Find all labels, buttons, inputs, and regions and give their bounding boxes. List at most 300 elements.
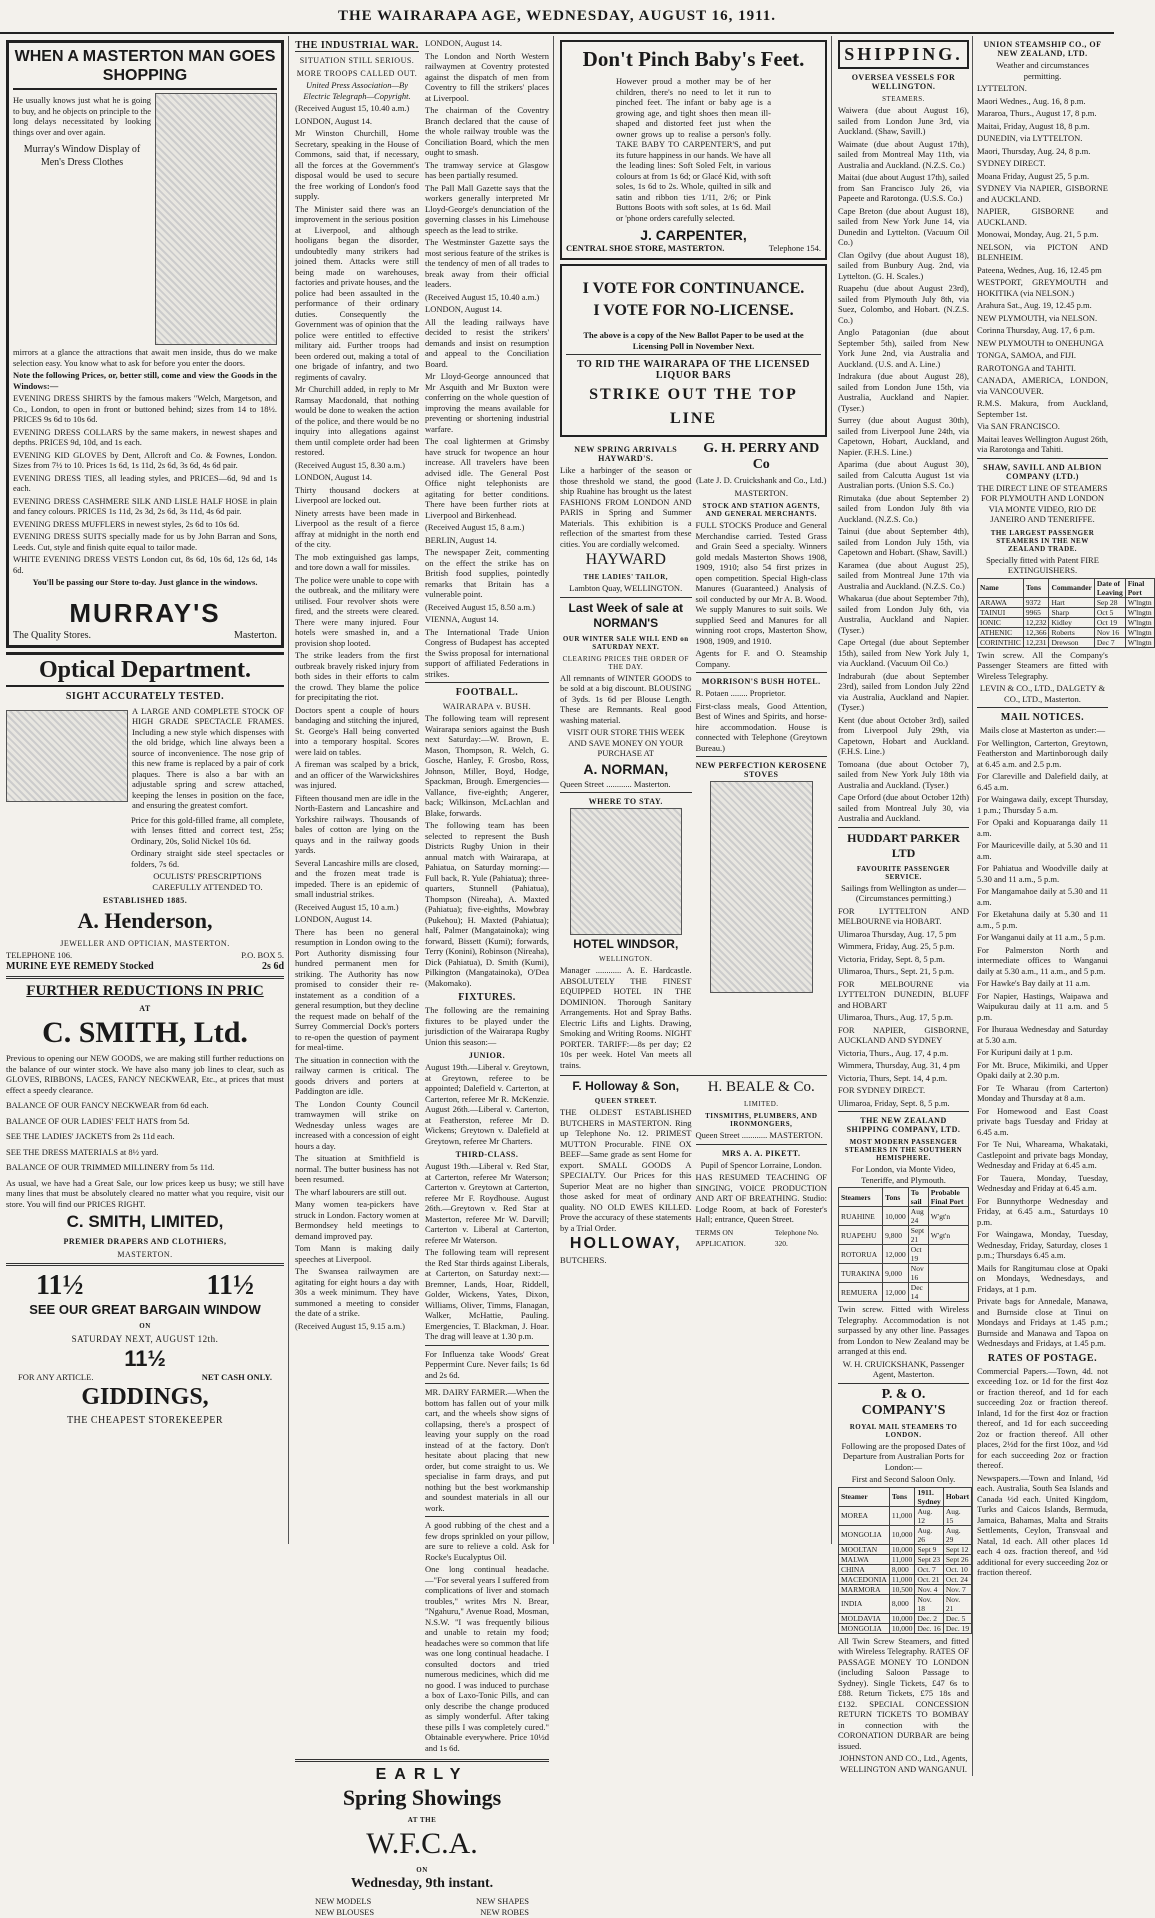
po-class: First and Second Saloon Only. xyxy=(851,1474,956,1484)
murrays-store-name: MURRAY'S xyxy=(69,597,221,628)
paragraph: Kent (due about October 3rd), sailed from Liverpool July 29th, via Capetown, Hobart and Auckland. (F.H.S. Line.) xyxy=(838,714,969,756)
table-cell: Aug. 26 xyxy=(915,1525,943,1544)
murrays-tag: The Quality Stores. xyxy=(13,629,92,641)
table-cell: ROTORUA xyxy=(839,1245,883,1264)
kerosene-head: NEW PERFECTION KEROSENE STOVES xyxy=(695,761,827,779)
shaw-table xyxy=(977,578,1155,648)
table-cell: 10,000 xyxy=(889,1623,915,1633)
column-2 xyxy=(291,36,554,1917)
smith-name: C. SMITH, Ltd. xyxy=(42,1016,248,1049)
shipping-title: SHIPPING. xyxy=(844,44,963,64)
table-cell: W'lngtn xyxy=(1125,617,1154,627)
table-header-cell: Final Port xyxy=(1125,578,1154,597)
paragraph: For Clareville and Dalefield daily, at 6.45 a.m. xyxy=(977,771,1108,792)
paragraph: The mob extinguished gas lamps, and tore down a wall for missiles. xyxy=(295,551,419,572)
holloway-trade: BUTCHERS. xyxy=(560,1255,607,1265)
norman-clearing: CLEARING PRICES THE ORDER OF THE DAY. xyxy=(562,654,689,671)
po-body: All Twin Screw Steamers, and fitted with Wireless Telegraphy. RATES OF PASSAGE MONEY TO LONDON (including Saloon Passage to Sydney). Single Tickets, £47 6s to £88. Return Tickets, £75 18s and £132. SPECIAL CONCESSION RETURN TICKETS TO BOMBAY in connection with the CORONATION DURBAR are being issued. xyxy=(838,1635,969,1751)
nzship-route: For London, via Monte Video, Teneriffe, and Plymouth. xyxy=(851,1164,956,1185)
table-cell: CHINA xyxy=(839,1564,890,1574)
norman-name: A. NORMAN, xyxy=(583,760,669,777)
table-cell xyxy=(928,1245,968,1264)
perry-body: FULL STOCKS Produce and General Merchandise carried. Tested Grass and Grain Seed a specialty. Winners gold medals Masterton Shows 1908, 1909, 1910; also 54 first prizes in open competition. Special High-class Manures (Guaranteed.) Analysis of soil conducted by our Mr A. B. Wood. We supply Manures to suit soils. We supplied Seed and Manures for all winning root crops, Masterton Show, 1908, 1909, and 1910. xyxy=(695,520,827,646)
holloway-name: F. Holloway & Son, xyxy=(572,1079,680,1093)
paragraph: The situation in connection with the railway carmen is critical. The goods drivers and porters at Paddington are idle. xyxy=(295,1054,419,1096)
shaw-title: SHAW, SAVILL AND ALBION COMPANY (LTD.) xyxy=(983,462,1102,481)
table-cell: Oct 19 xyxy=(1094,617,1125,627)
paragraph: For Wellington, Carterton, Greytown, Featherston and Martinborough daily at 6.45 a.m. and 2.5 p.m. xyxy=(977,737,1108,769)
paragraph: For Mt. Bruce, Mikimiki, and Upper Opaki daily at 2.30 p.m. xyxy=(977,1059,1108,1080)
table-cell: Oct. 7 xyxy=(915,1564,943,1574)
table-cell: TURAKINA xyxy=(839,1264,883,1283)
henderson-trade: JEWELLER AND OPTICIAN, MASTERTON. xyxy=(60,939,230,948)
paragraph: The wharf labourers are still out. xyxy=(295,1186,407,1197)
table-cell: Drewson xyxy=(1049,637,1094,647)
paragraph: CANADA, AMERICA, LONDON, via VANCOUVER. xyxy=(977,375,1108,396)
norman-sub: OUR WINTER SALE WILL END on SATURDAY NEXT. xyxy=(562,634,689,651)
paragraph: Moana Friday, August 25, 5 p.m. xyxy=(977,170,1090,181)
table-cell: 10,000 xyxy=(889,1613,915,1623)
giddings-price-right: 11½ xyxy=(206,1270,254,1301)
hotel-illustration xyxy=(570,808,682,935)
murrays-intro: He usually knows just what he is going to buy, and he objects on principle to the long delays necessitated by looking things over and over again. xyxy=(13,95,152,137)
paragraph: Ruapehu (due about August 23rd), sailed from Plymouth July 8th, via Suez, Colombo, and Hobart. (N.Z.S. Co.) xyxy=(838,283,969,325)
henderson-tel: TELEPHONE 106. xyxy=(6,950,73,960)
table-row xyxy=(839,1584,972,1594)
giddings-tag: THE CHEAPEST STOREKEEPER xyxy=(66,1415,224,1426)
optical-ordinary: Ordinary straight side steel spectacles or folders, 7s 6d. xyxy=(131,848,284,869)
paragraph: (Received August 15, 8.50 a.m.) xyxy=(425,601,536,612)
paragraph: Cape Orford (due about October 12th) sailed from Montreal July 30, via Australia and Auckland. xyxy=(838,792,969,823)
paragraph: LONDON, August 14. xyxy=(295,472,372,482)
list-item: EVENING DRESS SHIRTS by the famous makers "Welch, Margetson, and Co., London, to open in front or buttoned behind; sizes from 14 to 18½. PRICES 9s 6d to 10s 6d. xyxy=(13,393,277,424)
wfca-spring: Spring Showings xyxy=(342,1785,502,1810)
football-title: FOOTBALL. xyxy=(455,687,519,698)
rates-para: Newspapers.—Town and Inland, ½d each. Australia, South Sea Islands and Canada ½d each. United Kingdom, Turks and Caicos Islands, Bermuda, Jamaica, Bahamas, Malta and Straits Settlements, Ceylon, Transvaal and Natal, 1d each. All other places 1d each 4 ozs. fraction thereof, and ½d additional for every succeeding 2oz or fraction thereof. xyxy=(977,1472,1108,1577)
giddings-price-center: 11½ xyxy=(124,1346,166,1371)
henderson-box: P.O. BOX 5. xyxy=(241,950,284,960)
column-4-5 xyxy=(834,36,1152,1774)
paragraph: The London County Council tramwaymen will strike on Wednesday unless wages are increased with a concession of eight hours a day. xyxy=(295,1098,419,1151)
mail-title: MAIL NOTICES. xyxy=(1000,712,1085,723)
table-cell: 11,000 xyxy=(889,1554,915,1564)
giddings-ad xyxy=(6,1270,284,1426)
paragraph: LONDON, August 14. xyxy=(425,304,502,314)
paragraph: The Minister said there was an improvement in the serious position at Liverpool, and although hooligans began the disorder, undoubtedly many strikers had joined them. Attacks were still being made on warehouses, factories and private houses, and the police had been assaulted in the performance of their ordinary duties. Consequently the Government was of opinion that the police were entitled to effective military aid. Further troops had been ordered out, making a total of one brigade of infantry, and two regiments of cavalry. xyxy=(295,203,419,382)
table-row xyxy=(839,1544,972,1554)
table-cell: ATHENIC xyxy=(978,627,1024,637)
table-row xyxy=(839,1226,969,1245)
table-row xyxy=(978,617,1155,627)
war-sub2: MORE TROOPS CALLED OUT. xyxy=(296,69,418,78)
paragraph: FOR SYDNEY DIRECT. xyxy=(838,1085,926,1095)
paragraph: Surrey (due about August 30th), sailed from Liverpool June 24th, via Capetown, Hobart, Auckland, and Napier. (F.H.S. Line.) xyxy=(838,415,969,457)
table-cell: Dec. 5 xyxy=(943,1613,971,1623)
table-cell: MONGOLIA xyxy=(839,1525,890,1544)
norman-place: Queen Street ............ Masterton. xyxy=(560,778,671,789)
paragraph: LONDON, August 14. xyxy=(425,38,502,48)
paragraph: Private bags for Annedale, Manawa, and Burnside close at Tinui on Mondays and Fridays at 1.45 p.m.; Burnside and Manawa and Tapoa on Wednesdays and Fridays, at 1.45 p.m. xyxy=(977,1296,1108,1348)
table-cell: Sept 26 xyxy=(943,1554,971,1564)
paragraph: The tramway service at Glasgow has been partially resumed. xyxy=(425,159,549,180)
paragraph: LONDON, August 14. xyxy=(295,115,372,126)
paragraph: Maitai leaves Wellington August 26th, via Rarotonga and Tahiti. xyxy=(977,433,1108,454)
fixtures-junior-body: August 19th.—Liberal v. Greytown, at Greytown, referee to be appointed; Dalefield v. Carterton, at Carterton, referee Mr R. McKenzie. August 26th.—Liberal v. Carterton, at Featherston, referee Mr D. Wickens; Greytown v. Dalefield at Greytown, referee Mr Charters. xyxy=(425,1062,549,1146)
carpenter-name: J. CARPENTER, xyxy=(640,227,747,243)
paragraph: The London and North Western railwaymen at Coventry protested against the dispatch of men from Coventry to fill the strikers' places at Liverpool. xyxy=(425,50,549,103)
list-item: WHITE EVENING DRESS VESTS London cut, 8s 6d, 10s 6d, 12s 6d, 14s 6d. xyxy=(13,554,277,575)
pikett-body: HAS RESUMED TEACHING OF SINGING, VOICE PRODUCTION AND ART OF BREATHING. Studio: Lodge Room, at back of Forester's Hall; entrance, Queen Street. xyxy=(695,1172,827,1224)
table-cell: 10,000 xyxy=(889,1544,915,1554)
paragraph: Maori, Thursday, Aug. 24, 8 p.m. xyxy=(977,145,1091,156)
table-cell xyxy=(928,1264,968,1283)
table-cell: 8,000 xyxy=(889,1594,915,1613)
table-cell: 9965 xyxy=(1023,607,1049,617)
paragraph: For Te Nui, Whareama, Whakataki, Castlepoint and private bags Monday, Wednesday and Friday at 6.45 a.m. xyxy=(977,1139,1108,1170)
table-cell: Oct 19 xyxy=(908,1245,928,1264)
giddings-on: ON xyxy=(139,1322,151,1330)
mail-list xyxy=(977,738,1108,1349)
paragraph: All the leading railways have decided to resist the strikers' demands and insist on resumption and appeal to the Conciliation Board. xyxy=(425,316,549,369)
perry-late: (Late J. D. Cruickshank and Co., Ltd.) xyxy=(695,475,827,485)
shaw-note: Specially fitted with Patent FIRE EXTINGUISHERS. xyxy=(986,554,1099,575)
wfca-models: NEW MODELS xyxy=(315,1896,372,1906)
paragraph: For Ihuraua Wednesday and Saturday at 5.30 a.m. xyxy=(977,1024,1108,1045)
paragraph: Cape Ortegal (due about September 15th), sailed from New York July 1, via Auckland. (Vacuum Oil Co.) xyxy=(838,637,969,668)
fixtures-note: The following team will represent the Red Star thirds against Liberals, at Carterton, on Saturday next:—Bremner, Lands, Hoar, Riddell, Golder, Wickens, Yates, Dixon, Williams, Oliver, Timms, Flanagan, Walker, McHattie, Pauling. Emergencies, T. Blackman, J. Hoar. The drag will leave at 1.30 p.m. xyxy=(425,1247,549,1341)
table-cell: TAINUI xyxy=(978,607,1024,617)
giddings-name: GIDDINGS, xyxy=(81,1384,209,1410)
paragraph: Tomoana (due about October 7), sailed from New York July 18th via Australia and Auckland. (Tyser.) xyxy=(838,758,969,790)
table-row xyxy=(978,627,1155,637)
paragraph: Mr Lloyd-George announced that Mr Asquith and Mr Buxton were conferring on the whole question of improving the means available for preventing or shortening industrial warfare. xyxy=(425,371,549,434)
shipping-steamers: STEAMERS. xyxy=(882,95,925,103)
table-row xyxy=(839,1554,972,1564)
paragraph: For Tauera, Monday, Tuesday, Wednesday and Friday at 6.45 a.m. xyxy=(977,1172,1108,1193)
giddings-price-left: 11½ xyxy=(36,1270,84,1301)
murine-price: 2s 6d xyxy=(262,961,284,972)
paragraph: BERLIN, August 14. xyxy=(425,534,497,545)
smith-headline: FURTHER REDUCTIONS IN PRIC xyxy=(26,983,264,999)
shipping-head-box xyxy=(838,40,969,69)
pikett-tel: Telephone No. 320. xyxy=(774,1227,819,1248)
table-cell: Aug. 29 xyxy=(943,1525,971,1544)
paragraph: Victoria, Thurs, Sept. 14, 4 p.m. xyxy=(838,1072,948,1083)
table-cell: Hart xyxy=(1049,597,1094,607)
wfca-shapes: NEW SHAPES xyxy=(476,1896,529,1906)
optical-title: Optical Department. xyxy=(6,652,284,687)
union-sub: Weather and circumstances permitting. xyxy=(996,60,1089,81)
paragraph: For Waingawa, Monday, Tuesday, Wednesday, Friday, Saturday, closes 1 p.m.; Thursdays 6.45 a.m. xyxy=(977,1229,1108,1260)
paragraph: Ulimaroa, Thurs., Aug. 17, 5 p.m. xyxy=(838,1012,954,1022)
paragraph: The police were unable to cope with the outbreak, and the military were utilised. Four revolver shots were fired, and the streets were cleared. There were many injured. Four hotels were smashed in, and a provision shop looted. xyxy=(295,574,419,648)
paragraph: TONGA, SAMOA, and FIJI. xyxy=(977,350,1077,360)
war-credit: United Press Association—By Electric Telegraph—Copyright. xyxy=(303,80,411,101)
paragraph: Wimmera, Friday, Aug. 25, 5 p.m. xyxy=(838,941,955,951)
table-header-cell: Date of Leaving xyxy=(1094,578,1125,597)
paragraph: (Received August 15, 10 a.m.) xyxy=(295,901,399,912)
table-cell: Oct. 10 xyxy=(943,1564,971,1574)
smith-line: BALANCE OF OUR TRIMMED MILLINERY from 5s 11d. xyxy=(6,1162,215,1172)
nzship-sub: MOST MODERN PASSENGER STEAMERS IN THE SOUTHERN HEMISPHERE. xyxy=(844,1138,963,1162)
perry-place: MASTERTON. xyxy=(734,487,788,498)
paragraph: For Palmerston North and intermediate offices to Wanganui daily at 5.30 a.m., 11 a.m., and 5 p.m. xyxy=(977,944,1108,976)
beale-name: H. BEALE & Co. xyxy=(707,1079,815,1095)
pikett-name: MRS A. A. PIKETT. xyxy=(721,1148,801,1158)
table-row xyxy=(978,597,1155,607)
table-cell: W'lngtn xyxy=(1125,627,1154,637)
paragraph: (Received August 15, 10.40 a.m.) xyxy=(425,291,540,302)
perry-trade: STOCK AND STATION AGENTS, AND GENERAL MERCHANTS. xyxy=(702,502,821,518)
fixtures-third-body: August 19th.—Liberal v. Red Star, at Carterton, referee Mr Waterson; Carterton v. Greytown at Carterton, referee Mr F. Roydhouse. August 26th.—Greytown v. Red Star at Masterton, referee Mr W. Darvill; Carterton v. Liberal at Carterton, referee Mr Waterson. xyxy=(425,1161,549,1245)
paragraph: Victoria, Friday, Sept. 8, 5 p.m. xyxy=(838,953,945,964)
wfca-date: Wednesday, 9th instant. xyxy=(350,1876,494,1891)
nzship-table xyxy=(838,1187,969,1302)
wfca-name: W.F.C.A. xyxy=(366,1827,478,1860)
paragraph: Tom Mann is making daily speeches at Liverpool. xyxy=(295,1243,419,1264)
table-cell: Aug 24 xyxy=(908,1207,928,1226)
optical-ad xyxy=(6,652,284,973)
hayward-place: Lambton Quay, WELLINGTON. xyxy=(569,583,683,593)
table-header-cell: 1911. Sydney xyxy=(915,1487,943,1506)
paragraph: DUNEDIN, via LYTTELTON. xyxy=(977,133,1083,143)
paragraph: Mararoa, Thurs., August 17, 8 p.m. xyxy=(977,108,1097,118)
paragraph: Aparima (due about August 30), sailed from Calcutta August 1st via Australian ports. (Union S.S. Co.) xyxy=(838,459,969,490)
paragraph: Indrakura (due about August 28), sailed from London June 15th, via Australia, Auckland and Napier. (Tyser.) xyxy=(838,371,969,413)
union-title: UNION STEAMSHIP CO., OF NEW ZEALAND, LTD. xyxy=(983,40,1102,58)
table-cell: 11,000 xyxy=(889,1506,915,1525)
holloway-street: QUEEN STREET. xyxy=(594,1097,657,1105)
paragraph: Waiwera (due about August 16), sailed from London June 3rd, via Auckland. (Shaw, Savill.) xyxy=(838,105,969,136)
table-cell: W'gt'n xyxy=(928,1226,968,1245)
table-row xyxy=(978,607,1155,617)
table-cell: Sept 21 xyxy=(908,1226,928,1245)
paragraph: Cape Breton (due about August 18), sailed from New York June 14, via Dunedin and Lyttelton. (Vacuum Oil Co.) xyxy=(838,205,969,247)
table-header-cell: Steamers xyxy=(839,1188,883,1207)
paragraph: Anglo Patagonian (due about September 5th), sailed from New York June 2nd, via Australia and Auckland. (U.S. and A. Line.) xyxy=(838,327,969,369)
war-paragraphs-continued xyxy=(425,38,549,679)
table-cell: Aug. 15 xyxy=(943,1506,971,1525)
huddart-title: HUDDART PARKER LTD xyxy=(847,830,960,860)
shipping-sub: OVERSEA VESSELS FOR WELLINGTON. xyxy=(851,73,956,91)
paragraph: The International Trade Union Congress of Budapest has accepted the Swiss proposal for international support of affiliated Federations in strikes. xyxy=(425,626,549,679)
beale-trade: TINSMITHS, PLUMBERS, AND IRONMONGERS, xyxy=(705,1112,818,1128)
murrays-note: Note the following Prices, or, better still, come and view the Goods in the Windows:— xyxy=(13,370,277,391)
shaw-largest: THE LARGEST PASSENGER STEAMERS IN THE NEW ZEALAND TRADE. xyxy=(990,528,1095,553)
po-sub: ROYAL MAIL STEAMERS TO LONDON. xyxy=(849,1422,958,1439)
paragraph: Ulimaroa Thursday, Aug. 17, 5 pm xyxy=(838,928,957,939)
carpenter-ad xyxy=(560,40,827,260)
rocke-ad: A good rubbing of the chest and a few drops sprinkled on your pillow, are sure to relieve a cold. Ask for Rocke's Eucalyptus Oil. xyxy=(425,1520,549,1562)
rates-para: Commercial Papers.—Town, 4d. not exceeding 1oz. or 1d for the first 4oz or fraction thereof, and 1d for each succeeding 2oz or fraction thereof. Inland, 1d for the first 4oz or fraction thereof, and 1d for each succeeding 2oz or fraction thereof. All other places, 2½d for the first 10oz, and ½d for each succeeding 2oz or fraction thereof. xyxy=(977,1365,1108,1470)
table-cell: Sharp xyxy=(1049,607,1094,617)
table-cell: ARAWA xyxy=(978,597,1024,607)
stay-head: WHERE TO STAY. xyxy=(588,797,663,806)
paragraph: Indraburah (due about September 23rd), sailed from London July 22nd via Australia, Auckland and Napier. (Tyser.) xyxy=(838,670,969,712)
table-row xyxy=(839,1623,972,1633)
paragraph: Maori Wednes., Aug. 16, 8 p.m. xyxy=(977,95,1086,106)
pikett-terms: TERMS ON APPLICATION. xyxy=(695,1227,746,1248)
nzship-note: Twin screw. Fitted with Wireless Telegraphy. Accommodation is not surpassed by any other line. Passages from London to New Zealand may be arranged at this end. xyxy=(838,1304,969,1356)
morrison-prop: R. Potaen ........ Proprietor. xyxy=(695,688,786,698)
paragraph: Several Lancashire mills are closed, and the frozen meat trade is impeded. There is an epidemic of small industrial strikes. xyxy=(295,857,419,899)
peppermint-ad: For Influenza take Woods' Great Peppermint Cure. Never fails; 1s 6d and 2s 6d. xyxy=(425,1348,549,1380)
pinch-body: However proud a mother may be of her children, there's no need to let it run to pinched feet. The infant or baby age is a growing age, and tight shoes then mean ill-shaped and distorted feet just when the owner grows up to realise a person's folly. TAKE BABY TO CARPENTER'S, and put its future happiness in our hands. We have all the leading lines: Soft Soled Felt, in various colours at from 1s 6d; or Glacé Kid, with soft soles, 1s 6d to 2s. Whole, quilted in silk and satin and ribbon ties 1/11, 2/6; or Pink Buttons Boots with soft soles, at 1s 6d. Mail or 'phone orders carefully selected. xyxy=(616,76,771,223)
table-cell: W'lngtn xyxy=(1125,597,1154,607)
wfca-robes: NEW ROBES xyxy=(480,1907,529,1917)
list-item: EVENING DRESS TIES, all leading styles, and PRICES—6d, 9d and 1s each. xyxy=(13,472,277,493)
dairy-ad: MR. DAIRY FARMER.—When the bottom has fallen out of your milk cart, and the wheels show signs of collapsing, there's a prospect of leaving your supply on the road instead of at the factory. Don't hesitate about placing that new order, but come straight to us. We specialise in farm drays, and put nothing but the best workmanship and soundest materials in all our work. xyxy=(425,1387,549,1513)
sport-column xyxy=(425,36,549,1755)
shaw-sub: THE DIRECT LINE OF STEAMERS FOR PLYMOUTH AND LONDON VIA MONTE VIDEO, RIO DE JANEIRO AND TENERIFFE. xyxy=(977,482,1108,524)
huddart-sub: FAVOURITE PASSENGER SERVICE. xyxy=(856,864,951,881)
paragraph: There has been no general resumption in London owing to the Port Authority dismissing four hundred permanent men for striking. The Authority has now promised to consider their re-instatement as a condition of a general resumption, but they decline the request made on behalf of the Surrey Commercial Dock's porters to re-open the question of payment for meal-time. xyxy=(295,926,419,1052)
paragraph: Maitai (due about August 17th), sailed from San Francisco July 26, via Papeete and Rarotonga. (U.S.S. Co.) xyxy=(838,172,969,203)
table-header-cell: Tons xyxy=(883,1188,909,1207)
paragraph: Monowai, Monday, Aug. 21, 5 p.m. xyxy=(977,229,1099,239)
paragraph: For Kuripuni daily at 1 p.m. xyxy=(977,1047,1073,1057)
paragraph: The Swansea railwaymen are agitating for eight hours a day with 30s a week minimum. They have summoned a meeting to consider the date of a strike. xyxy=(295,1266,419,1318)
paragraph: Ninety arrests have been made in Liverpool as the result of a fierce affray at midnight in the north end of the city. xyxy=(295,507,419,549)
table-cell: Nov. 18 xyxy=(915,1594,943,1613)
table-header-cell: Commander xyxy=(1049,578,1094,597)
table-row xyxy=(978,637,1155,647)
paragraph: Clan Ogilvy (due about August 18), sailed from Bunbury Aug. 2nd, via Lyttelton. (G. H. Scales.) xyxy=(838,249,969,281)
paragraph: R.M.S. Makura, from Auckland, September 1st. xyxy=(977,398,1108,419)
paragraph: Many women tea-pickers have struck in London. Factory women at Bermondsey held meetings to demand improved pay. xyxy=(295,1199,419,1241)
paragraph: Fifteen thousand men are idle in the North-Eastern and Lancashire and Yorkshire railways. Thousands of bales of cotton are lying on the quays and in the railway goods yards. xyxy=(295,792,419,855)
table-cell: Dec. 16 xyxy=(915,1623,943,1633)
paragraph: The coal lightermen at Grimsby have struck for twopence an hour increase. All travelers have been advised idle. The General Post Office night telephonists are agitating for better conditions. There have been further riots at Liverpool and Birkenhead. xyxy=(425,436,549,520)
paragraph: NEW PLYMOUTH to ONEHUNGA xyxy=(977,337,1104,348)
table-cell: MOOLTAN xyxy=(839,1544,890,1554)
table-cell: RUAPEHU xyxy=(839,1226,883,1245)
fixtures-intro: The following are the remaining fixtures to be played under the jurisdiction of the Wairarapa Rugby Union this season:— xyxy=(425,1005,549,1047)
table-header-cell: Tons xyxy=(889,1487,915,1506)
pinch-title: Don't Pinch Baby's Feet. xyxy=(582,47,805,71)
table-cell: W'lngtn xyxy=(1125,607,1154,617)
po-title: P. & O. COMPANY'S xyxy=(861,1386,946,1418)
table-cell: INDIA xyxy=(839,1594,890,1613)
table-row xyxy=(839,1207,969,1226)
paragraph: For Bunnythorpe Wednesday and Friday, at 6.45 a.m., Saturdays 10 p.m. xyxy=(977,1195,1108,1227)
table-cell: Aug. 12 xyxy=(915,1506,943,1525)
carpenter-shop: CENTRAL SHOE STORE, MASTERTON. xyxy=(566,243,725,253)
table-cell xyxy=(928,1283,968,1302)
vote-no-license: I VOTE FOR NO-LICENSE. xyxy=(593,302,794,319)
morrison-body: First-class meals, Good Attention, Best of Wines and Spirits, and horse-hire accommodation. House is connected with Telephone (Greytown Bureau.) xyxy=(695,700,827,753)
smith-limited: C. SMITH, LIMITED, xyxy=(66,1212,224,1231)
smith-line: BALANCE OF OUR LADIES' FELT HATS from 5d. xyxy=(6,1115,190,1126)
football-match: WAIRARAPA v. BUSH. xyxy=(442,702,532,711)
paragraph: FOR LYTTELTON AND MELBOURNE via HOBART. xyxy=(838,905,969,926)
holloway-big: HOLLOWAY, xyxy=(569,1235,682,1252)
windsor-city: WELLINGTON. xyxy=(599,955,653,963)
windsor-body: Manager ............ A. E. Hardcastle. ABSOLUTELY THE FINEST EQUIPPED HOTEL IN THE DOMINION. Thorough Sanitary Arrangements. Hot and Spray Baths. Electric Lifts and Lights. Drawing, Smoking and Writing Rooms. NIGHT PORTER. TARIFF:—8s per day; £2 10s per week. Hotel Van meets all trains. xyxy=(560,965,692,1070)
paragraph: Mails for Rangitumau close at Opaki on Mondays, Wednesdays, and Fridays, at 1 p.m. xyxy=(977,1262,1108,1294)
war-sub1: SITUATION STILL SERIOUS. xyxy=(299,56,415,65)
perry-agents: Agents for F. and O. Steamship Company. xyxy=(695,648,827,669)
paragraph: For Te Wharau (from Carterton) Monday and Thursday at 8 a.m. xyxy=(977,1082,1108,1103)
table-cell: 10,500 xyxy=(889,1584,915,1594)
table-cell: Oct. 21 xyxy=(915,1574,943,1584)
paragraph: Victoria, Thurs., Aug. 17, 4 p.m. xyxy=(838,1047,949,1058)
table-cell: Dec. 19 xyxy=(943,1623,971,1633)
paragraph: For Homewood and East Coast private bags Tuesday and Friday at 6.45 a.m. xyxy=(977,1105,1108,1137)
paragraph: LONDON, August 14. xyxy=(295,914,372,924)
paragraph: Ulimaroa, Thurs., Sept. 21, 5 p.m. xyxy=(838,966,954,976)
table-header-cell: Steamer xyxy=(839,1487,890,1506)
paragraph: For Pahiatua and Woodville daily at 5.30 and 11 a.m., 5 p.m. xyxy=(977,863,1108,884)
hayward-head: NEW SPRING ARRIVALS HAYWARD'S. xyxy=(574,445,678,463)
paragraph: Wimmera, Thursday, Aug. 31, 4 pm xyxy=(838,1060,960,1070)
table-row xyxy=(839,1525,972,1544)
murrays-ad xyxy=(6,40,284,648)
licensing-ad xyxy=(560,264,827,437)
column-1 xyxy=(2,36,289,1544)
murine-remedy: MURINE EYE REMEDY Stocked xyxy=(6,961,154,972)
paragraph: Pateena, Wednes, Aug. 16, 12.45 pm xyxy=(977,264,1102,275)
list-item: EVENING DRESS MUFFLERS in newest styles, 2s 6d to 10s 6d. xyxy=(13,518,240,529)
shaw-agents: LEVIN & CO., LTD., DALGETY & CO., LTD., Masterton. xyxy=(979,683,1106,704)
football-para: The following team has been selected to represent the Bush Districts Rugby Union in their annual match with Wairarapa, at Pahiatua, on Saturday morning:—Full back, R. Yule (Pahiatua); three-quarters, Stunnell (Pahiatua), Thompson (Nireaha), A. Maxted (Pahiatua); five-eighths, Mowbray (Pukehou); H. Maxted (Pahiatua); half, Palmer (Mangatainoka); wing forward, Bissett (Kumi); forwards, Terry (Konini), Robinson (Nireaha), Dick (Pahiatua), D. Smith (Kumi), Pilkington (Mangatainoka), O'Dea (Makomako). xyxy=(425,820,549,988)
paragraph: Via SAN FRANCISCO. xyxy=(977,421,1060,431)
table-header-cell: Name xyxy=(978,578,1024,597)
mail-intro: Mails close at Masterton as under:— xyxy=(979,725,1106,735)
giddings-bargain: SEE OUR GREAT BARGAIN WINDOW xyxy=(29,1302,261,1317)
murrays-item-list xyxy=(13,393,277,575)
paragraph: Mr Winston Churchill, Home Secretary, speaking in the House of Commons, said that, if necessary, all the forces at the Government's disposal would be used to secure the free working of London's food supply. xyxy=(295,128,419,201)
paragraph: Thirty thousand dockers at Liverpool are locked out. xyxy=(295,484,419,505)
table-cell: CORINTHIC xyxy=(978,637,1024,647)
beale-ltd: LIMITED. xyxy=(743,1100,779,1108)
murrays-place: Masterton. xyxy=(233,629,277,641)
shaw-foot: Twin screw. All the Company's Passenger Steamers are fitted with Wireless Telegraphy. xyxy=(977,649,1108,681)
smith-line: SEE THE DRESS MATERIALS at 8½ yard. xyxy=(6,1146,159,1157)
table-row xyxy=(839,1564,972,1574)
paragraph: NAPIER, GISBORNE and AUCKLAND. xyxy=(977,206,1108,227)
po-table xyxy=(838,1487,972,1634)
paragraph: VIENNA, August 14. xyxy=(425,614,499,624)
beale-place: Queen Street ............ MASTERTON. xyxy=(695,1130,823,1140)
table-cell: Dec 14 xyxy=(908,1283,928,1302)
holloway-body: THE OLDEST ESTABLISHED BUTCHERS in MASTERTON. Ring up Telephone No. 12. PRIMEST MUTTON Procurable. FINE OX BEEF—Same grade as sent Home for export. SMALL GOODS A SPECIALTY. Our Prices for this Superior Meat are no higher than those asked for meat of ordinary quality. NO OLD EWES KILLED. Prove the accuracy of these statements by a Trial Order. xyxy=(560,1107,692,1233)
wfca-on: ON xyxy=(416,1866,428,1874)
table-cell: 11,000 xyxy=(889,1574,915,1584)
carpenter-tel: Telephone 154. xyxy=(768,243,821,253)
column-3 xyxy=(556,36,832,1544)
smith-trade: PREMIER DRAPERS AND CLOTHIERS, xyxy=(63,1237,227,1246)
murrays-headline: WHEN A MASTERTON MAN GOES SHOPPING xyxy=(13,47,277,90)
smith-line: BALANCE OF OUR FANCY NECKWEAR from 6d each. xyxy=(6,1100,209,1110)
war-paragraphs xyxy=(295,103,419,1331)
table-cell: 8,000 xyxy=(889,1564,915,1574)
hayward-trade: THE LADIES' TAILOR, xyxy=(583,573,668,581)
table-cell: MOLDAVIA xyxy=(839,1613,890,1623)
list-item: EVENING DRESS COLLARS by the same makers, in newest shapes and depths. PRICES 9d, 10d, and 1s each. xyxy=(13,426,277,447)
paragraph: Arahura Sat., Aug. 19, 12.45 p.m. xyxy=(977,300,1092,310)
wfca-early: EARLY xyxy=(375,1766,469,1783)
paragraph: The Pall Mall Gazette says that the workers generally interpreted Mr Lloyd-George's denunciation of the governing classes in his Limehouse speech as the lead to strike. xyxy=(425,182,549,235)
smith-ad xyxy=(6,983,284,1259)
paragraph: The situation at Smithfield is normal. The butter business has not been resumed. xyxy=(295,1153,419,1184)
vote-continuance: I VOTE FOR CONTINUANCE. xyxy=(582,280,805,297)
paragraph: LYTTELTON. xyxy=(977,83,1027,93)
paragraph: For Hawke's Bay daily at 11 a.m. xyxy=(977,978,1091,988)
table-cell: MONGOLIA xyxy=(839,1623,890,1633)
windsor-name: HOTEL WINDSOR, xyxy=(573,937,679,951)
paragraph: A fireman was scalped by a brick, and an officer of the Warwickshires was injured. xyxy=(295,759,419,790)
